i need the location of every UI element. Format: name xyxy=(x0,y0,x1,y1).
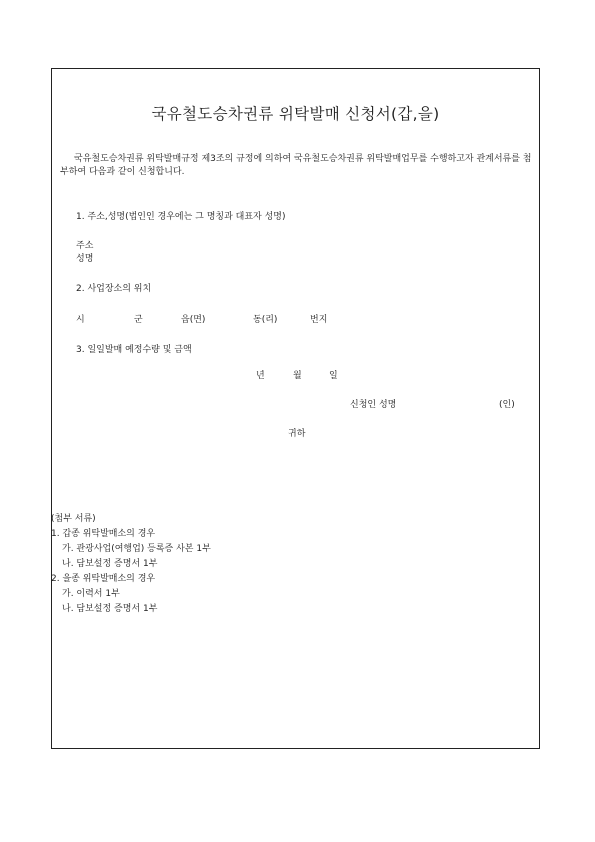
applicant-name-label: 신청인 성명 xyxy=(350,400,397,410)
attachment-group-1-item-b: 나. 담보설정 증명서 1부 xyxy=(62,559,158,569)
form-title: 국유철도승차권류 위탁발매 신청서(갑,을) xyxy=(151,105,440,123)
date-day: 일 xyxy=(329,371,338,381)
attachment-group-2: 2. 을종 위탁발매소의 경우 xyxy=(51,574,156,584)
name-label: 성명 xyxy=(76,254,94,264)
item-2-label: 2. 사업장소의 위치 xyxy=(76,284,152,294)
application-form xyxy=(51,68,540,749)
address-label: 주소 xyxy=(76,241,94,251)
location-dong: 동(리) xyxy=(253,315,278,325)
location-si: 시 xyxy=(76,315,85,325)
attachments-list xyxy=(51,512,211,617)
location-gun: 군 xyxy=(134,315,143,325)
item-3-label: 3. 일일발매 예정수량 및 금액 xyxy=(76,345,192,355)
location-bunji: 번지 xyxy=(310,315,328,325)
attachment-group-2-item-b: 나. 담보설정 증명서 1부 xyxy=(62,604,158,614)
recipient-label: 귀하 xyxy=(288,429,306,439)
attachments-heading: (첨부 서류) xyxy=(51,514,96,524)
location-eup: 읍(면) xyxy=(181,315,206,325)
attachment-group-1: 1. 갑종 위탁발매소의 경우 xyxy=(51,529,156,539)
attachment-group-1-item-a: 가. 관광사업(여행업) 등록증 사본 1부 xyxy=(62,544,211,554)
date-year: 년 xyxy=(256,371,265,381)
date-month: 월 xyxy=(293,371,302,381)
item-1-label: 1. 주소,성명(법인인 경우에는 그 명칭과 대표자 성명) xyxy=(76,212,286,222)
intro-paragraph: 국유철도승차권류 위탁발매규정 제3조의 규정에 의하여 국유철도승차권류 위탁발매업무를 수행하고자 관계서류를 첨부하여 다음과 같이 신청합니다. xyxy=(60,154,532,177)
seal-label: (인) xyxy=(499,400,515,410)
attachment-group-2-item-a: 가. 이력서 1부 xyxy=(62,589,120,599)
